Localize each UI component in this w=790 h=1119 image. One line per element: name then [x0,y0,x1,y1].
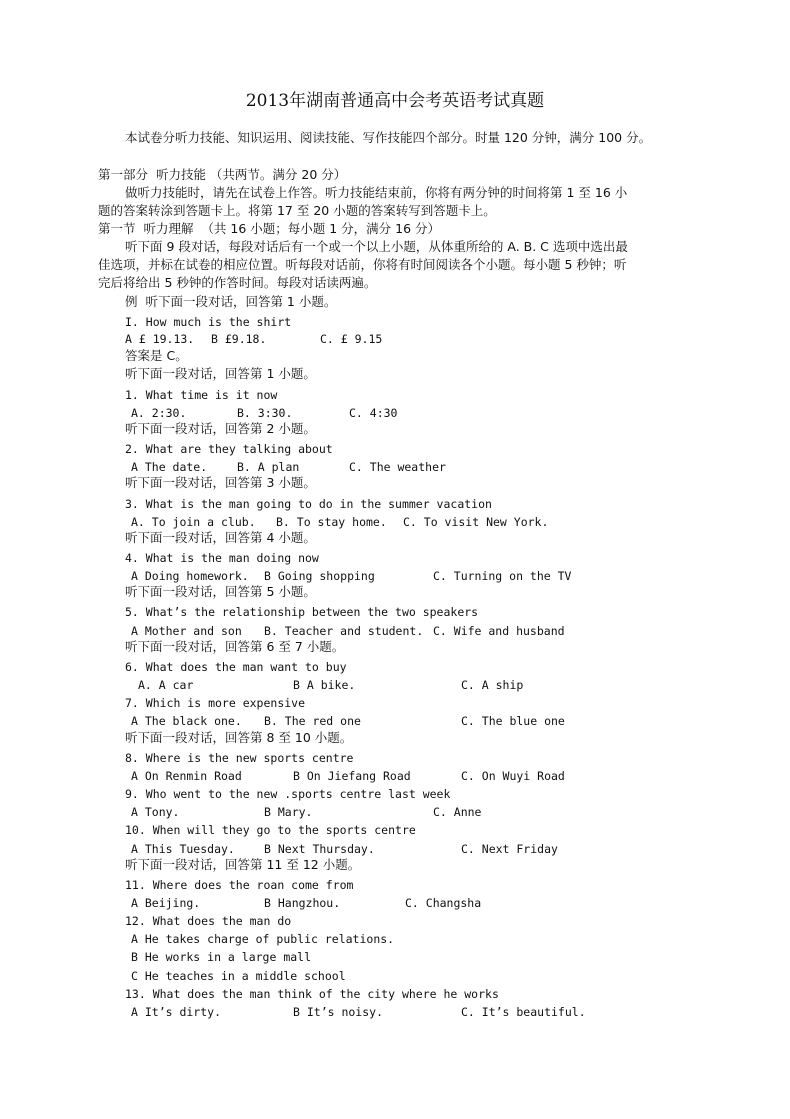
intro-text: 本试卷分听力技能、知识运用、阅读技能、写作技能四个部分。时量 120 分钟，满分 100 分。 [125,130,652,145]
q8-option-b: B On Jiefang Road [293,769,411,783]
example-option-c: C. £ 9.15 [320,332,383,346]
instruction-5: 听下面一段对话，回答第 5 小题。 [125,584,316,599]
question-4: 4. What is the man doing now [125,551,319,565]
page-title: 2013年湖南普通高中会考英语考试真题 [245,91,545,111]
q4-option-a: A Doing homework. [131,569,249,583]
q3-option-c: C. To visit New York. [403,515,549,529]
q1-option-c: C. 4:30 [349,406,398,420]
q7-option-a: A The black one. [131,714,242,728]
q5-option-c: C. Wife and husband [433,624,565,638]
q10-option-a: A This Tuesday. [131,842,235,856]
part1-desc-line2: 题的答案转涂到答题卡上。将第 17 至 20 小题的答案转写到答题卡上。 [98,203,496,218]
q6-option-a: A. A car [138,678,194,692]
q13-option-c: C. It’s beautiful. [461,1005,586,1019]
q4-option-b: B Going shopping [264,569,375,583]
q11-option-b: B Hangzhou. [264,896,341,910]
question-8: 8. Where is the new sports centre [125,751,354,765]
q12-option-c: C He teaches in a middle school [131,969,346,983]
question-6: 6. What does the man want to buy [125,660,347,674]
q8-option-c: C. On Wuyi Road [461,769,565,783]
q5-option-b: B. Teacher and student. [264,624,424,638]
q2-option-c: C. The weather [349,460,446,474]
example-question: I. How much is the shirt [125,315,292,329]
section1-heading: 第一节 听力理解 （共 16 小题；每小题 1 分，满分 16 分） [98,221,440,236]
question-3: 3. What is the man going to do in the summer vacation [125,497,492,511]
q3-option-a: A. To join a club. [131,515,256,529]
q3-option-b: B. To stay home. [276,515,387,529]
section1-desc-line3: 完后将给出 5 秒钟的作答时间。每段对话读两遍。 [98,275,377,290]
q1-option-b: B. 3:30. [237,406,293,420]
instruction-3: 听下面一段对话，回答第 3 小题。 [125,475,316,490]
instruction-2: 听下面一段对话，回答第 2 小题。 [125,421,316,436]
q4-option-c: C. Turning on the TV [433,569,572,583]
q2-option-b: B. A plan [237,460,300,474]
q13-option-b: B It’s noisy. [293,1005,384,1019]
instruction-4: 听下面一段对话，回答第 4 小题。 [125,530,316,545]
q5-option-a: A Mother and son [131,624,242,638]
question-12: 12. What does the man do [125,914,292,928]
section1-desc-line2: 佳选项，并标在试卷的相应位置。听每段对话前，你将有时间阅读各个小题。每小题 5 秒钟；听 [98,257,627,272]
example-label: 例 听下面一段对话，回答第 1 小题。 [125,294,337,309]
q8-option-a: A On Renmin Road [131,769,242,783]
instruction-8: 听下面一段对话，回答第 8 至 10 小题。 [125,730,353,745]
q9-option-a: A Tony. [131,805,180,819]
instruction-11: 听下面一段对话，回答第 11 至 12 小题。 [125,857,361,872]
example-option-a: A £ 19.13. [125,332,195,346]
q12-option-b: B He works in a large mall [131,950,312,964]
example-option-b: B £9.18. [211,332,267,346]
q13-option-a: A It’s dirty. [131,1005,222,1019]
question-10: 10. When will they go to the sports centre [125,823,416,837]
question-5: 5. What’s the relationship between the two speakers [125,605,479,619]
q1-option-a: A. 2:30. [131,406,187,420]
example-answer: 答案是 C。 [125,348,188,363]
q11-option-c: C. Changsha [405,896,482,910]
q7-option-c: C. The blue one [461,714,565,728]
q2-option-a: A The date. [131,460,208,474]
question-13: 13. What does the man think of the city where he works [125,987,499,1001]
q9-option-b: B Mary. [264,805,313,819]
question-2: 2. What are they talking about [125,442,333,456]
instruction-6: 听下面一段对话，回答第 6 至 7 小题。 [125,639,345,654]
q6-option-b: B A bike. [293,678,356,692]
q10-option-b: B Next Thursday. [264,842,375,856]
q12-option-a: A He takes charge of public relations. [131,932,395,946]
question-7: 7. Which is more expensive [125,696,306,710]
question-1: 1. What time is it now [125,388,278,402]
q11-option-a: A Beijing. [131,896,201,910]
q9-option-c: C. Anne [433,805,482,819]
q6-option-c: C. A ship [461,678,524,692]
question-9: 9. Who went to the new .sports centre last week [125,787,451,801]
instruction-1: 听下面一段对话，回答第 1 小题。 [125,366,316,381]
section1-desc-line1: 听下面 9 段对话，每段对话后有一个或一个以上小题，从体重所给的 A. B. C 选项中选出最 [125,239,628,254]
q7-option-b: B. The red one [264,714,361,728]
question-11: 11. Where does the roan come from [125,878,354,892]
part1-heading: 第一部分 听力技能 （共两节。满分 20 分） [98,167,347,182]
q10-option-c: C. Next Friday [461,842,558,856]
part1-desc-line1: 做听力技能时，请先在试卷上作答。听力技能结束前，你将有两分钟的时间将第 1 至 16 小 [125,185,628,200]
